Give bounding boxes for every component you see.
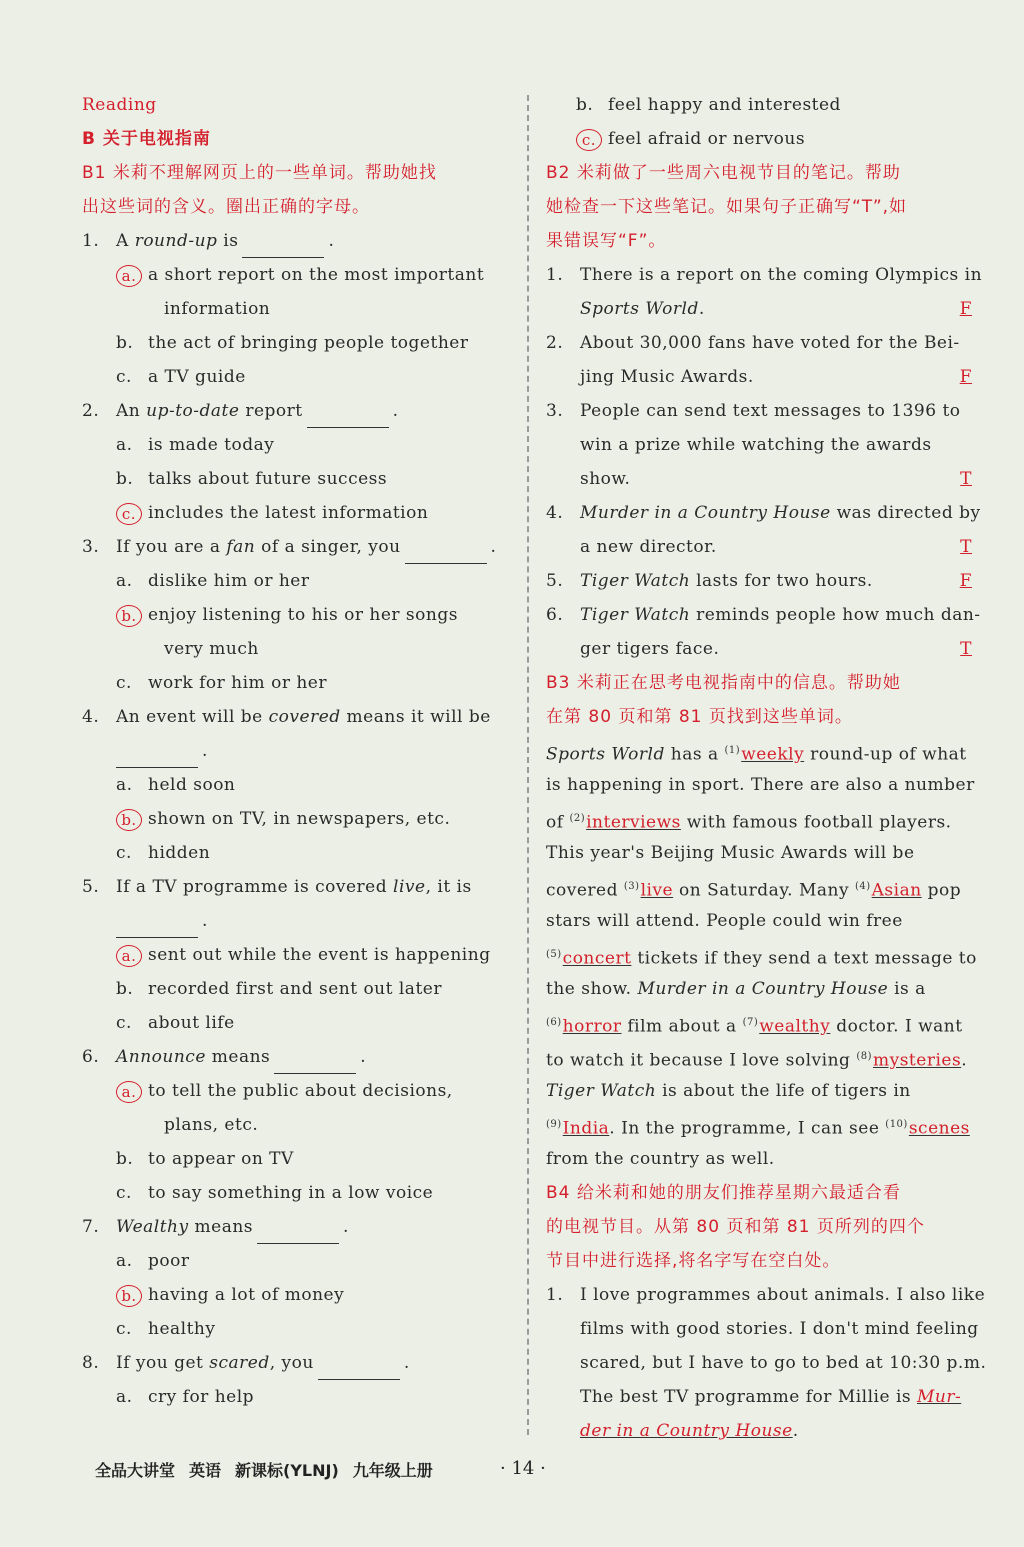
option-b[interactable]: b. feel happy and interested: [576, 95, 841, 115]
column-divider: [527, 95, 529, 1435]
option-continuation: plans, etc.: [164, 1115, 259, 1135]
b2-item-3-cont2: show. T: [546, 462, 978, 496]
fill-answer: interviews: [586, 812, 681, 833]
option-continuation: very much: [164, 639, 259, 659]
right-column: [546, 88, 987, 1448]
b2-item-4: 4. Murder in a Country House was directed by: [546, 503, 981, 523]
selected-answer-circle: c.: [576, 129, 602, 151]
b2-item-3-cont: win a prize while watching the awards: [580, 435, 932, 455]
selected-answer-circle: c.: [116, 503, 142, 525]
b4-item-1-cont: films with good stories. I don't mind feeling: [580, 1319, 979, 1339]
answer-blank[interactable]: [257, 1223, 339, 1244]
b3-passage-line: $^{(9)}$India. In the programme, I can see $^{(10)}$scenes: [546, 1118, 970, 1139]
b3-passage-line: $^{(6)}$horror film about a $^{(7)}$wealthy doctor. I want: [546, 1016, 963, 1037]
option-a[interactable]: a. cry for help: [116, 1387, 255, 1407]
b2-item-1-cont: Sports World. F: [546, 292, 978, 326]
answer-blank[interactable]: [318, 1359, 400, 1380]
left-column: [82, 88, 520, 1414]
b3-instruction-line1: B3 米莉正在思考电视指南中的信息。帮助她: [546, 673, 901, 693]
b3-passage-line: from the country as well.: [546, 1149, 775, 1169]
fill-answer: wealthy: [759, 1016, 831, 1037]
b2-item-2: 2. About 30,000 fans have voted for the Bei-: [546, 333, 960, 353]
option-continuation: information: [164, 299, 271, 319]
option-a[interactable]: a. held soon: [116, 775, 236, 795]
option-c[interactable]: c. healthy: [116, 1319, 216, 1339]
b3-passage-line: the show. Murder in a Country House is a: [546, 979, 926, 999]
b3-passage-line: is happening in sport. There are also a number: [546, 775, 975, 795]
option-c-selected[interactable]: c. includes the latest information: [82, 496, 520, 530]
b3-passage-line: Sports World has a $^{(1)}$weekly round-up of what: [546, 744, 967, 765]
fill-answer: live: [640, 880, 674, 901]
question-term: round-up: [134, 231, 218, 251]
fill-answer: Asian: [871, 880, 922, 901]
option-c[interactable]: c. hidden: [116, 843, 211, 863]
b2-item-1: 1. There is a report on the coming Olympics in: [546, 265, 983, 285]
grade: 九年级上册: [352, 1461, 433, 1480]
option-a[interactable]: a. poor: [116, 1251, 190, 1271]
question-term: up-to-date: [146, 401, 240, 421]
selected-answer-circle: b.: [116, 1285, 142, 1307]
answer-blank[interactable]: [307, 407, 389, 428]
b4-item-1-cont: The best TV programme for Millie is Mur-: [580, 1387, 962, 1407]
b2-item-3: 3. People can send text messages to 1396 to: [546, 401, 961, 421]
option-c[interactable]: c. to say something in a low voice: [116, 1183, 434, 1203]
answer-blank[interactable]: [242, 237, 324, 258]
section-reading-heading: Reading: [82, 95, 157, 115]
question-term: covered: [268, 707, 341, 727]
section-b-heading: B 关于电视指南: [82, 129, 211, 149]
b3-passage-line: $^{(5)}$concert tickets if they send a text message to: [546, 948, 977, 969]
selected-answer-circle: a.: [116, 945, 142, 967]
b3-passage-line: covered $^{(3)}$live on Saturday. Many $^{(4)}$Asian pop: [546, 880, 962, 901]
b2-instruction-line1: B2 米莉做了一些周六电视节目的笔记。帮助: [546, 163, 901, 183]
b3-passage-line: of $^{(2)}$interviews with famous football players.: [546, 812, 952, 833]
brand-name: 全品大讲堂: [95, 1461, 176, 1480]
question-term: Announce: [116, 1047, 206, 1067]
question-8: 8. If you get scared, you .: [82, 1346, 520, 1380]
b2-item-6-cont: ger tigers face. T: [546, 632, 978, 666]
b2-instruction-line3: 果错误写“F”。: [546, 231, 667, 251]
true-false-answer: T: [960, 469, 972, 489]
b4-instruction-line1: B4 给米莉和她的朋友们推荐星期六最适合看: [546, 1183, 901, 1203]
b2-instruction-line2: 她检查一下这些笔记。如果句子正确写“T”,如: [546, 197, 908, 217]
question-5-blank-line: .: [82, 904, 520, 938]
option-c[interactable]: c. about life: [116, 1013, 235, 1033]
question-2: 2. An up-to-date report .: [82, 394, 520, 428]
question-7: 7. Wealthy means .: [82, 1210, 520, 1244]
b4-item-1: 1. I love programmes about animals. I also like: [546, 1285, 986, 1305]
option-b-selected[interactable]: b. enjoy listening to his or her songs: [82, 598, 520, 632]
option-c[interactable]: c. a TV guide: [116, 367, 246, 387]
question-6: 6. Announce means .: [82, 1040, 520, 1074]
fill-answer: weekly: [741, 744, 805, 765]
question-term: scared: [209, 1353, 270, 1373]
b4-instruction-line3: 节目中进行选择,将名字写在空白处。: [546, 1251, 841, 1271]
b1-instruction-line1: B1 米莉不理解网页上的一些单词。帮助她找: [82, 163, 437, 183]
answer-blank[interactable]: [405, 543, 487, 564]
true-false-answer: T: [960, 537, 972, 557]
fill-answer: der in a Country House: [580, 1421, 793, 1441]
option-c-selected[interactable]: c. feel afraid or nervous: [546, 122, 978, 156]
fill-answer: Mur-: [917, 1387, 962, 1407]
question-term: live: [393, 877, 426, 897]
option-a[interactable]: a. is made today: [116, 435, 275, 455]
option-b[interactable]: b. recorded first and sent out later: [116, 979, 442, 999]
page-footer: [95, 1458, 447, 1481]
b4-item-1-cont: der in a Country House.: [580, 1421, 799, 1441]
option-b[interactable]: b. talks about future success: [116, 469, 388, 489]
answer-blank[interactable]: [116, 917, 198, 938]
option-b[interactable]: b. to appear on TV: [116, 1149, 294, 1169]
subject: 英语: [189, 1461, 222, 1480]
question-3: 3. If you are a fan of a singer, you .: [82, 530, 520, 564]
b1-instruction-line2: 出这些词的含义。圈出正确的字母。: [82, 197, 370, 217]
fill-answer: horror: [562, 1016, 622, 1037]
b4-item-1-cont: scared, but I have to go to bed at 10:30 p.m.: [580, 1353, 987, 1373]
true-false-answer: F: [959, 299, 972, 319]
b3-passage-line: Tiger Watch is about the life of tigers in: [546, 1081, 911, 1101]
option-b-selected[interactable]: b. shown on TV, in newspapers, etc.: [82, 802, 520, 836]
fill-answer: scenes: [908, 1118, 970, 1139]
option-b-selected[interactable]: b. having a lot of money: [82, 1278, 520, 1312]
selected-answer-circle: b.: [116, 605, 142, 627]
selected-answer-circle: a.: [116, 265, 142, 287]
true-false-answer: T: [960, 639, 972, 659]
selected-answer-circle: b.: [116, 809, 142, 831]
b2-item-4-cont: a new director. T: [546, 530, 978, 564]
option-b[interactable]: b. the act of bringing people together: [116, 333, 469, 353]
edition: 新课标(YLNJ): [235, 1461, 339, 1480]
option-a-selected[interactable]: a. sent out while the event is happening: [82, 938, 520, 972]
question-4-blank-line: .: [82, 734, 520, 768]
answer-blank[interactable]: [116, 747, 198, 768]
b2-item-5: 5. Tiger Watch lasts for two hours. F: [546, 564, 978, 598]
question-4: 4. An event will be covered means it will be: [82, 707, 491, 727]
true-false-answer: F: [959, 571, 972, 591]
b3-passage-line: This year's Beijing Music Awards will be: [546, 843, 915, 863]
option-a-selected[interactable]: a. to tell the public about decisions,: [82, 1074, 520, 1108]
option-c[interactable]: c. work for him or her: [116, 673, 327, 693]
b3-passage-line: to watch it because I love solving $^{(8)}$mysteries.: [546, 1050, 968, 1071]
b2-item-6: 6. Tiger Watch reminds people how much dan-: [546, 605, 981, 625]
option-a[interactable]: a. dislike him or her: [116, 571, 310, 591]
question-term: Wealthy: [116, 1217, 189, 1237]
fill-answer: India: [562, 1118, 610, 1139]
b3-passage-line: stars will attend. People could win free: [546, 911, 903, 931]
b3-instruction-line2: 在第 80 页和第 81 页找到这些单词。: [546, 707, 853, 727]
page-number: · 14 ·: [500, 1458, 546, 1479]
question-term: fan: [226, 537, 256, 557]
answer-blank[interactable]: [274, 1053, 356, 1074]
true-false-answer: F: [959, 367, 972, 387]
question-1: 1. A round-up is .: [82, 224, 520, 258]
b2-item-2-cont: jing Music Awards. F: [546, 360, 978, 394]
question-5: 5. If a TV programme is covered live, it is: [82, 877, 472, 897]
option-a-selected[interactable]: a. a short report on the most important: [82, 258, 520, 292]
fill-answer: concert: [562, 948, 632, 969]
b4-instruction-line2: 的电视节目。从第 80 页和第 81 页所列的四个: [546, 1217, 925, 1237]
fill-answer: mysteries: [872, 1050, 962, 1071]
selected-answer-circle: a.: [116, 1081, 142, 1103]
